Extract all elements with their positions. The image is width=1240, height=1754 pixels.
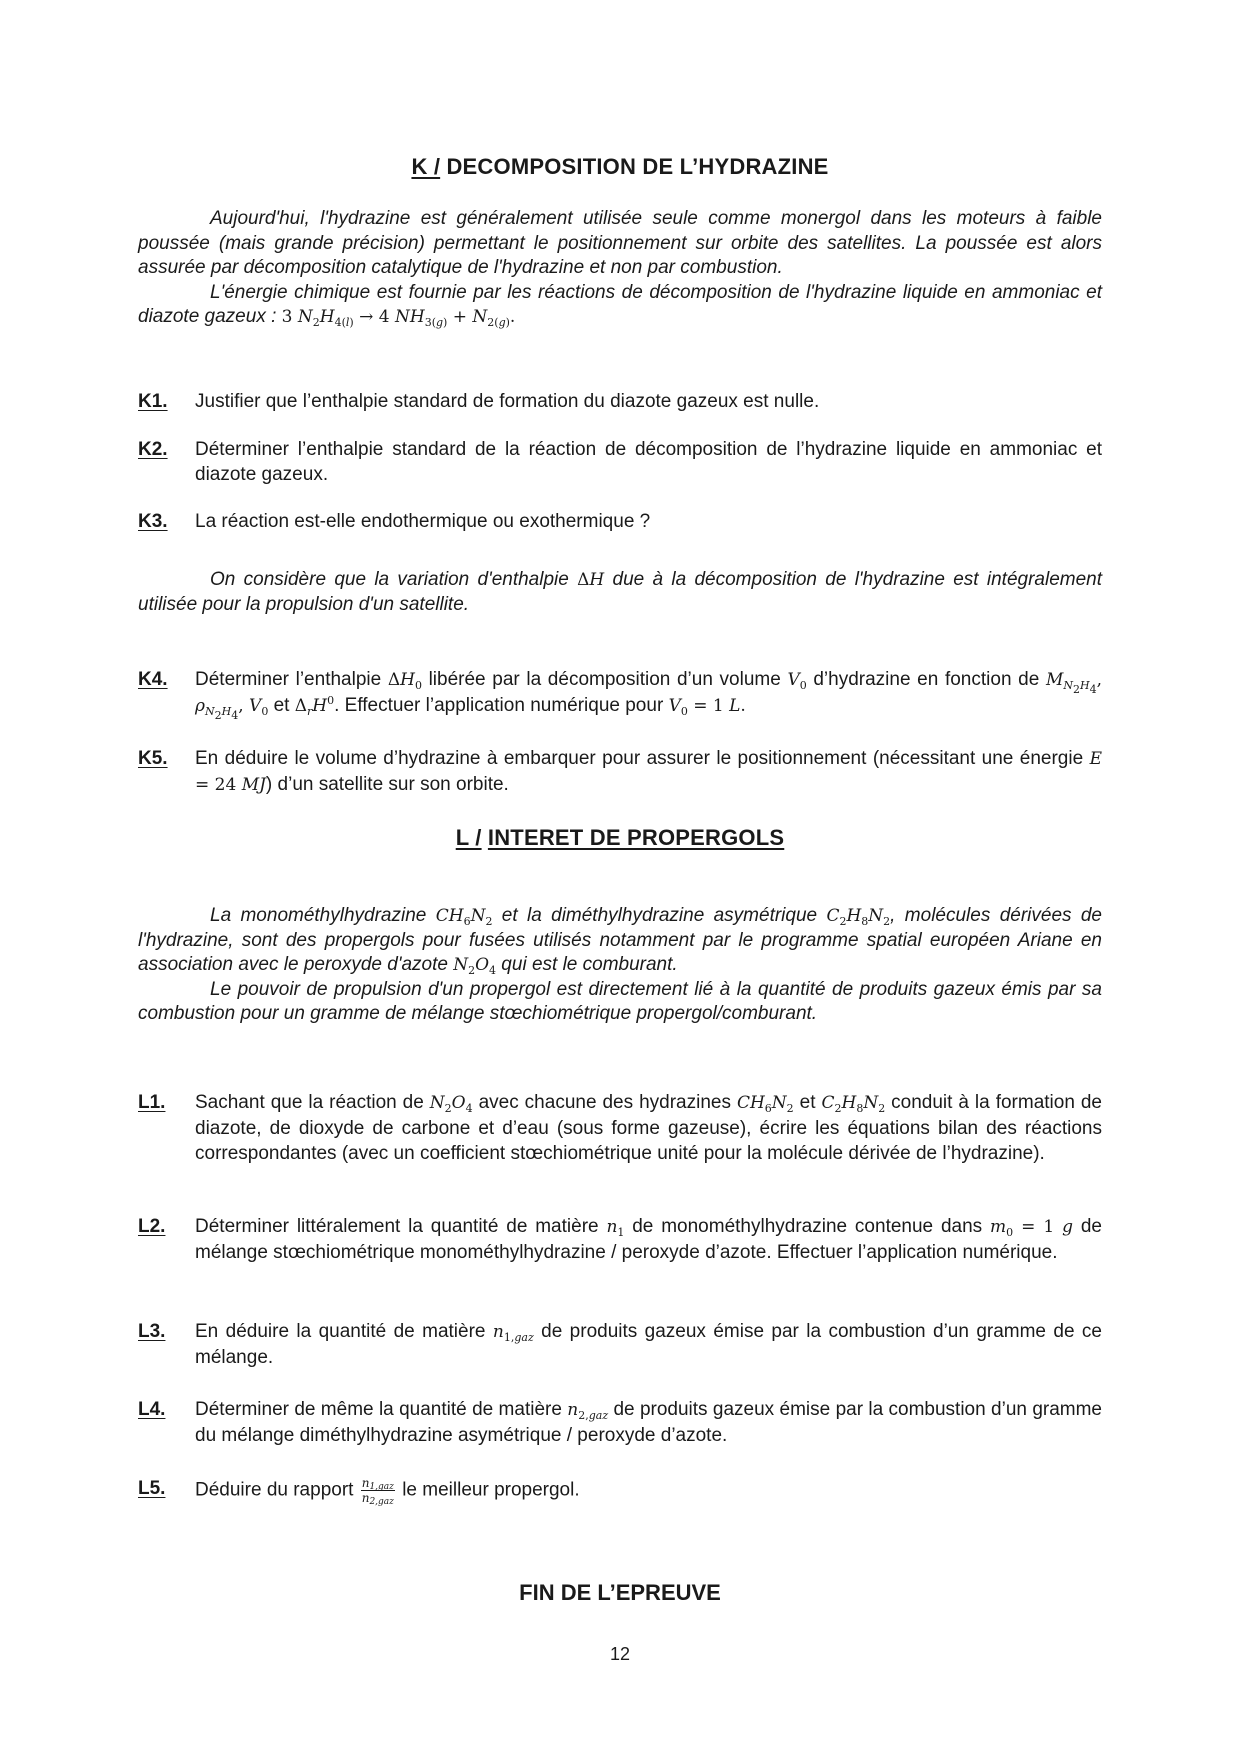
intro-text: et la diméthylhydrazine asymétrique: [492, 905, 827, 926]
intro-text: La monométhylhydrazine: [210, 905, 436, 926]
section-k-prefix: K /: [411, 154, 441, 179]
ratio-fraction: $\frac{n_{1,gaz}}{n_{2,gaz}}$: [361, 1476, 394, 1507]
question-text: La réaction est-elle endothermique ou exothermique ?: [195, 511, 651, 532]
question-label: L2.: [138, 1216, 166, 1237]
question-text: Déterminer l’enthalpie standard de la réaction de décomposition de l’hydrazine liquide en ammoniac et diazote gazeux.: [195, 439, 1102, 485]
question-text: En déduire le volume d’hydrazine à embarquer pour assurer le positionnement (nécessitant une énergie E = 24 MJ) d’un satellite sur son orbite.: [195, 748, 1102, 795]
question-l2: [138, 1214, 1102, 1265]
question-k2: [138, 437, 1102, 487]
section-k-title: [0, 154, 1240, 180]
question-label: L3.: [138, 1321, 166, 1342]
question-text: Déduire du rapport $\frac{n_{1,gaz}}{n_{2,gaz}}$ le meilleur propergol.: [195, 1476, 580, 1507]
question-label: K5.: [138, 748, 168, 769]
page-number: 12: [609, 1644, 631, 1664]
decomposition-equation: 3 $N_2H_{4(l)} \to 4$ $NH_{3(g)} + N_{2(g)}$.: [281, 307, 516, 329]
note-text-a: On considère que la variation d'enthalpie: [210, 569, 578, 590]
question-l4: [138, 1397, 1102, 1448]
section-l-prefix: L /: [455, 825, 482, 850]
question-text: Déterminer l’enthalpie $\Delta H_0$ libérée par la décomposition d’un volume $V_0$ d’hydrazine en fonction de $M_{N_2H_4}$, $\rho_{N_2H_4}$, $V_0$ et $\Delta_rH^0$. Effectuer l’application numérique pour $V_0 = 1$ L.: [195, 669, 1102, 722]
question-k5: [138, 746, 1102, 798]
note-text-b: due à la décomposition de l'hydrazine est intégralement utilisée pour la propulsion d'un satellite.: [138, 569, 1102, 615]
end-of-exam-title: FIN DE L’EPREUVE: [519, 1580, 721, 1605]
question-k3: [138, 509, 1102, 534]
section-k-heading: DECOMPOSITION DE L’HYDRAZINE: [446, 154, 829, 179]
question-l1: [138, 1090, 1102, 1166]
question-label: K1.: [138, 391, 168, 412]
section-l-heading: INTERET DE PROPERGOLS: [487, 825, 785, 850]
question-label: L1.: [138, 1092, 166, 1113]
question-label: K2.: [138, 439, 168, 460]
question-text: En déduire la quantité de matière $n_{1,gaz}$ de produits gazeux émise par la combustion d’un gramme de ce mélange.: [195, 1321, 1102, 1368]
question-label: L4.: [138, 1399, 166, 1420]
section-k-intro: [138, 207, 1102, 330]
question-label: L5.: [138, 1478, 166, 1499]
intro-text: qui est le comburant.: [496, 954, 678, 975]
section-k-intro-1: Aujourd'hui, l'hydrazine est généralement utilisée seule comme monergol dans les moteurs à faible poussée (mais grande précision) permettant le positionnement sur orbite des satellites. La poussée est alors assurée par décomposition catalytique de l'hydrazine et non par combustion.: [138, 208, 1102, 278]
question-k1: [138, 389, 1102, 414]
question-text: Sachant que la réaction de $N_2O_4$ avec chacune des hydrazines $CH_6N_2$ et $C_2H_8N_2$ conduit à la formation de diazote, de dioxyde de carbone et d’eau (sous forme gazeuse), écrire les équations bilan des réactions correspondantes (avec un coefficient stœchiométrique unité pour la molécule dérivée de l’hydrazine).: [195, 1092, 1102, 1164]
question-l3: [138, 1319, 1102, 1370]
section-k-intro-2: L'énergie chimique est fournie par les réactions de décomposition de l'hydrazine liquide en ammoniac et diazote gazeux :: [138, 281, 1102, 327]
question-label: K4.: [138, 669, 168, 690]
question-text: Déterminer littéralement la quantité de matière $n_1$ de monométhylhydrazine contenue dans $m_0 = 1$ g de mélange stœchiométrique monométhylhydrazine / peroxyde d’azote. Effectuer l’application numérique.: [195, 1216, 1102, 1263]
section-k-note: [138, 568, 1102, 617]
question-text: Justifier que l’enthalpie standard de formation du diazote gazeux est nulle.: [195, 391, 820, 412]
question-text: Déterminer de même la quantité de matière $n_{2,gaz}$ de produits gazeux émise par la combustion d’un gramme du mélange diméthylhydrazine asymétrique / peroxyde d’azote.: [195, 1399, 1103, 1446]
section-l-title: [0, 825, 1240, 851]
delta-h-symbol: ΔH: [577, 570, 605, 590]
intro-text: , molécules dérivées de l'hydrazine, sont des propergols pour fusées utilisés notamment par le programme spatial européen Ariane en association avec le peroxyde d'azote: [138, 905, 1102, 975]
section-l-intro: La monométhylhydrazine $CH_6N_2$ et la diméthylhydrazine asymétrique $C_2H_8N_2$, molécules dérivées de l'hydrazine, sont des propergols pour fusées utilisés notamment par le programme spatial européen Ariane en association avec le peroxyde d'azote $N_2O_4$ qui est le comburant. Le pouvoir de propulsion d'un propergol est directement lié à la quantité de produits gazeux émis par sa combustion pour un gramme de mélange stœchiométrique propergol/comburant.: [138, 905, 1102, 1024]
question-k4: [138, 667, 1102, 722]
question-l5: [138, 1476, 1102, 1505]
intro-text: Le pouvoir de propulsion d'un propergol est directement lié à la quantité de produits gazeux émis par sa combustion pour un gramme de mélange stœchiométrique propergol/comburant.: [138, 978, 1102, 1024]
question-label: K3.: [138, 511, 168, 532]
